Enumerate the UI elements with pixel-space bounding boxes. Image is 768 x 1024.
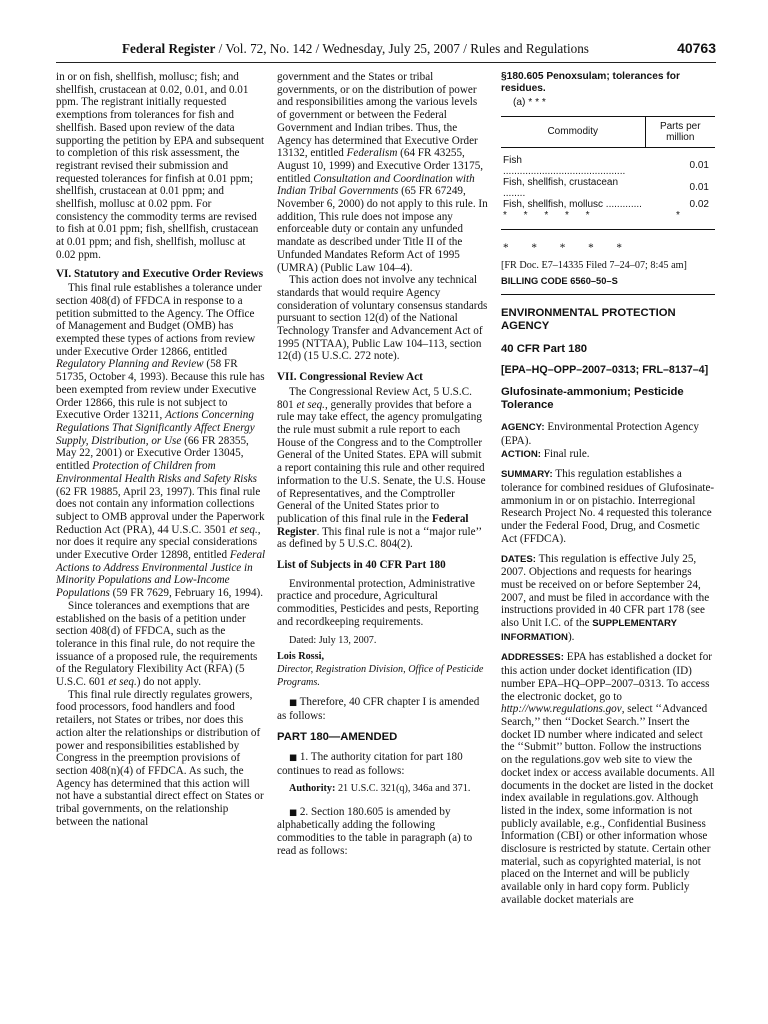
ellipsis-stars: * * * * * — [503, 241, 622, 254]
section-heading: VII. Congressional Review Act — [277, 371, 423, 384]
journal-name: Federal Register — [122, 41, 216, 56]
tolerance-table — [501, 116, 715, 230]
billing-code: BILLING CODE 6560–50–S — [501, 276, 618, 287]
cfr-part: 40 CFR Part 180 — [501, 342, 588, 355]
commodity-header: Commodity — [501, 116, 645, 147]
paragraph: Environmental protection, Administrative practice and procedure, Agricultural commodities, Pesticides and pests, Reporting and recordkeeping requirements. — [277, 577, 479, 628]
rule-title: Glufosinate-ammonium; Pesticide Tolerance — [501, 386, 684, 412]
table-row: * * * * * * — [501, 210, 715, 230]
paragraph: The Congressional Review Act, 5 U.S.C. 801 et seq., generally provides that before a rule may take effect, the agency promulgating the rule must submit a rule report to each House of the Congress and to the Comptroller General of the United States. EPA will submit a report containing this rule and other required information to the U.S. Senate, the U.S. House of Representatives, and the Comptroller General of the United States prior to publication of this final rule in the Federal Register. This final rule is not a ‘‘major rule’’ as defined by 5 U.S.C. 804(2). — [277, 385, 486, 551]
paragraph: This final rule establishes a tolerance under section 408(d) of FFDCA in response to a petition submitted to the Agency. The Office of Management and Budget (OMB) has exempted these types of actions from review under Executive Order 12866, entitled Regulatory Planning and Review (58 FR 51735, October 4, 1993). Because this rule has been exempted from review under Executive Order 12866, this rule is not subject to Executive Order 13211, Actions Concerning Regulations That Significantly Affect Energy Supply, Distribution, or Use (66 FR 28355, May 22, 2001) or Executive Order 13045, entitled Protection of Children from Environmental Health Risks and Safety Risks (62 FR 19885, April 23, 1997). This final rule does not contain any information collections subject to OMB approval under the Paperwork Reduction Act (PRA), 44 U.S.C. 3501 et seq., nor does it require any special considerations under Executive Order 12898, entitled Federal Actions to Address Environmental Justice in Minority Populations and Low-Income Populations (59 FR 7629, February 16, 1994). — [56, 282, 266, 600]
agency-heading: ENVIRONMENTAL PROTECTION AGENCY — [501, 306, 676, 332]
square-bullet-icon: ■ — [289, 807, 298, 818]
paragraph: This final rule directly regulates growers, food processors, food handlers and food retailers, not States or tribes, nor does this action alter the relationships or distribution of power and responsibilities established by Congress in the preemption provisions of section 408(n)(4) of FFDCA. As such, the Agency has determined that this action will not have a substantial direct effect on States or tribal governments, on the relationship between the national — [56, 688, 264, 828]
part-heading: PART 180—AMENDED — [277, 730, 398, 743]
issue-details: / Vol. 72, No. 142 / Wednesday, July 25, 2007 / Rules and Regulations — [215, 41, 589, 56]
table-row: Fish, shellfish, crustacean ........ 0.01 — [503, 176, 709, 199]
section-heading: VI. Statutory and Executive Order Reviews — [56, 267, 264, 280]
authority-citation: Authority: 21 U.S.C. 321(q), 346a and 371. — [289, 782, 471, 794]
amendment-item: ■ 2. Section 180.605 is amended by alphabetically adding the following commodities to the table in paragraph (a) to read as follows: — [277, 805, 473, 857]
fr-doc-line: [FR Doc. E7–14335 Filed 7–24–07; 8:45 am] — [501, 260, 687, 272]
amendment-item: ■ 1. The authority citation for part 180 continues to read as follows: — [277, 751, 463, 778]
paragraph: This action does not involve any technical standards that would require Agency consideration of voluntary consensus standards pursuant to section 12(d) of the National Technology Transfer and Advancement Act of 1995 (NTTAA), Public Law 104–113, section 12(d) (15 U.S.C. 272 note). — [277, 274, 488, 363]
square-bullet-icon: ■ — [289, 698, 298, 709]
column-2 — [277, 71, 489, 857]
section-heading: List of Subjects in 40 CFR Part 180 — [277, 559, 446, 572]
amendment-instruction: ■ Therefore, 40 CFR chapter I is amended as follows: — [277, 696, 480, 723]
page-number: 40763 — [677, 40, 716, 56]
divider — [501, 294, 715, 295]
paragraph: in or on fish, shellfish, mollusc; fish; and shellfish, crustacean at 0.02, 0.01, and 0.01 ppm. The registrant initially requested exemptions from tolerances for fish and shellfish. Based upon review of the data supporting the petition by EPA and subsequent to completion of this risk assessment, the registrant revised their submission and requested tolerances for finfish at 0.01 ppm; shellfish, crustacean at 0.01 ppm; and shellfish, mollusc at 0.02 ppm. For consistency the commodity terms are revised to fish at 0.01 ppm; fish, shellfish, crustacean at 0.01 ppm; and fish, shellfish, mollusc at 0.02 ppm. — [56, 71, 265, 261]
action-line: ACTION: Final rule. — [501, 447, 590, 460]
signer-name: Lois Rossi, — [277, 651, 324, 663]
square-bullet-icon: ■ — [289, 753, 298, 764]
paragraph: government and the States or tribal governments, or on the distribution of power and responsibilities among the various levels of government or between the Federal Government and Indian tribes. Thus, the Agency has determined that Executive Order 13132, entitled Federalism (64 FR 43255, August 10, 1999) and Executive Order 13175, entitled Consultation and Coordination with Indian Tribal Governments (65 FR 67249, November 6, 2000) do not apply to this rule. In addition, This rule does not impose any enforceable duty or contain any unfunded mandate as described under Title II of the Unfunded Mandates Reform Act of 1995 (UMRA) (Public Law 104–4). — [277, 71, 488, 274]
docket-number: [EPA–HQ–OPP–2007–0313; FRL–8137–4] — [501, 363, 709, 376]
agency-line: AGENCY: Environmental Protection Agency (EPA). — [501, 421, 699, 447]
regulations-link[interactable]: http://www.regulations.gov — [501, 703, 622, 716]
summary-paragraph: SUMMARY: This regulation establishes a tolerance for combined residues of Glufosinate-ammonium in or on pistachio. Interregional Research Project No. 4 requested this tolerance under the Federal Food, Drug, and Cosmetic Act (FFDCA). — [501, 468, 715, 545]
column-3 — [501, 71, 715, 907]
running-header — [56, 40, 716, 63]
running-head-text — [122, 41, 589, 57]
table-row: Fish ............................................ 0.01 — [503, 154, 709, 177]
signer-title: Director, Registration Division, Office of Pesticide Programs. — [277, 663, 484, 688]
ppm-header: Parts per million — [645, 116, 715, 147]
paragraph-a: (a) * * * — [513, 97, 546, 108]
section-title: §180.605 Penoxsulam; tolerances for residues. — [501, 71, 680, 94]
column-1 — [56, 71, 266, 828]
paragraph: Since tolerances and exemptions that are established on the basis of a petition under section 408(d) of FFDCA, such as the tolerance in this final rule, do not require the issuance of a proposed rule, the requirements of the Regulatory Flexibility Act (RFA) (5 U.S.C. 601 et seq.) do not apply. — [56, 599, 258, 689]
dated-line: Dated: July 13, 2007. — [289, 634, 377, 646]
table-row: Fish, shellfish, mollusc ............. 0.02 — [503, 198, 709, 210]
addresses-paragraph: ADDRESSES: EPA has established a docket for this action under docket identification (ID) number EPA–HQ–OPP–2007–0313. To access the electronic docket, go to http://www.regulations.gov, select ‘‘Advanced Search,’’ then ‘‘Docket Search.’’ Insert the docket ID number where indicated and select the ‘‘Submit’’ button. Follow the instructions on the regulations.gov web site to view the docket index or access available documents. All documents in the docket are listed in the docket index available in regulations.gov. Although listed in the index, some information is not publicly available, e.g., Confidential Business Information (CBI) or other information whose disclosure is restricted by statute. Certain other material, such as copyrighted material, is not placed on the Internet and will be publicly available only in hard copy form. Publicly available docket materials are — [501, 651, 715, 906]
dates-paragraph: DATES: This regulation is effective July 25, 2007. Objections and requests for hearings must be received on or before September 24, 2007, and must be filed in accordance with the instructions provided in 40 CFR part 178 (see also Unit I.C. of the SUPPLEMENTARY INFORMATION). — [501, 552, 710, 643]
